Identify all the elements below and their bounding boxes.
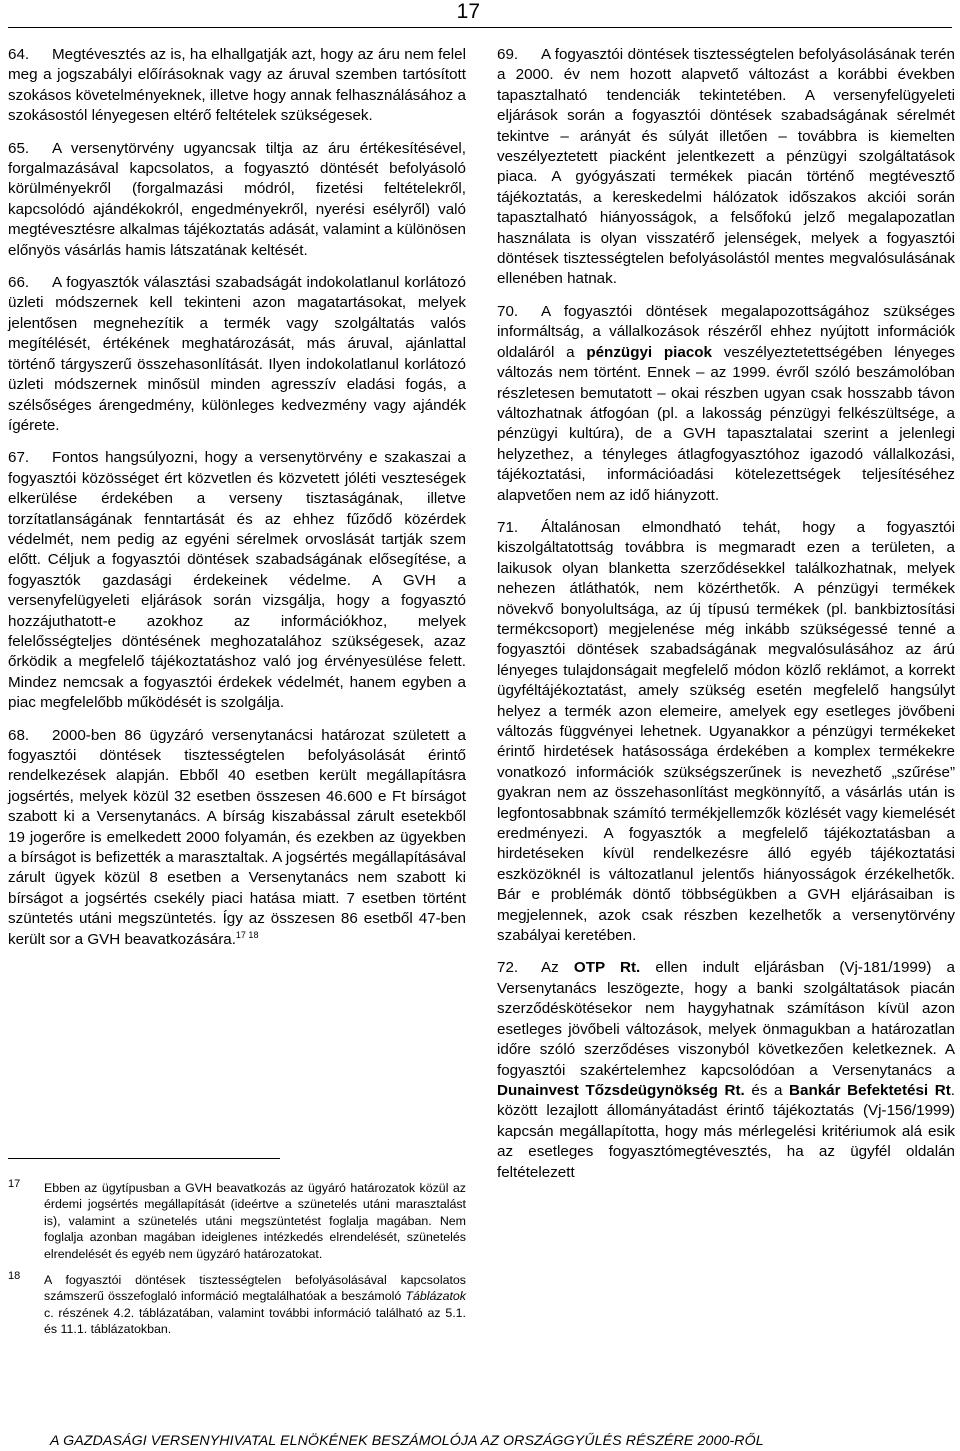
- footnote-separator: [8, 1158, 280, 1159]
- footnote-text-b: c. részének 4.2. táblázatában, valamint további információ található az 5.1. és 11.1. táblázatokban.: [44, 1305, 466, 1337]
- header-rule: [8, 27, 952, 28]
- paragraph-number: 69.: [497, 46, 519, 63]
- paragraph-66: [8, 273, 466, 436]
- paragraph-text: Fontos hangsúlyozni, hogy a versenytörvény e szakaszai a fogyasztói közösséget ért közvetlen és közvetett jóléti veszteségek elkerülése érdekében a verseny tisztaságának, illetve torzítatlanságának fenntartását és az ehhez fűződő közérdek védelmét, nem pedig az egyéni sérelmek orvoslását tartják szem előtt. Céljuk a fogyasztói döntések szabadságának elősegítése, a fogyasztók gazdasági érdekeinek védelme. A GVH a versenyfelügyeleti eljárások során vizsgálja, hogy a fogyasztó hozzájuthatott-e azokhoz az információkhoz, melyek felelősségteljes döntésének meghozatalához szükségesek, azaz őrködik a megfelelő tájékoztatáshoz való jog érvényesülése felett. Mindez nemcsak a fogyasztói érdekek védelmét, hanem egyben a piac megfelelőbb működését is szolgálja.: [8, 449, 466, 712]
- paragraph-71: [497, 518, 955, 947]
- paragraph-text: . között lezajlott állományátadást érintő tájékoztatás (Vj-156/1999) kapcsán megállapította, hogy más mérlegelési kritériumok alá esik az esetleges fogyasztómegtévesztés, ha az ügyfél oldalán feltételezett: [497, 1081, 955, 1181]
- bold-term: pénzügyi piacok: [586, 343, 712, 361]
- paragraph-64: [8, 45, 466, 127]
- page-footer: A GAZDASÁGI VERSENYHIVATAL ELNÖKÉNEK BESZÁMOLÓJA AZ ORSZÁGGYŰLÉS RÉSZÉRE 2000-RŐL: [50, 1433, 764, 1449]
- paragraph-number: 70.: [497, 302, 519, 320]
- paragraph-number: 71.: [497, 518, 519, 536]
- company-otp: OTP Rt.: [573, 959, 641, 977]
- paragraph-text: ellen indult eljárásban (Vj-181/1999) a Versenytanács leszögezte, hogy a banki szolgáltatások piacán szerződéskötésekor nem haygyhatnak számításon kívül azon esetleges jövőbeli változások, melyek önmagukban a határozatlan időre szóló szerződéses viszonyból következően keletkeznek. A fogyasztói szakértelemhez kapcsolódóan a Versenytanács a: [497, 959, 955, 1079]
- paragraph-68: [8, 726, 466, 950]
- paragraph-number: 72.: [497, 959, 519, 977]
- footnotes: [8, 1180, 466, 1348]
- paragraph-text: Megtévesztés az is, ha elhallgatják azt, hogy az áru nem felel meg a jogszabályi előírásoknak vagy az áruval szemben tartósított szokásos követelményeknek, illetve hogy annak felhasználásához a szokásostól lényegesen eltérő feltételek szükségesek.: [8, 46, 466, 125]
- left-column: [8, 45, 466, 962]
- paragraph-number: 68.: [8, 726, 30, 744]
- right-column: [497, 45, 955, 1195]
- footnote-italic: Táblázatok: [405, 1289, 466, 1304]
- footnote-text: Ebben az ügytípusban a GVH beavatkozás az ügyáró határozatok közül az érdemi jogsértés megállapítását (ideértve a szünetelés utáni marasztalást is), valamint a szünetelés utáni megszüntetést foglalja magában. Nem foglalja azonban magában ideiglenes intézkedés elrendelését, szünetelés elrendelését és egyéb nem ügyzáró határozatokat.: [44, 1181, 466, 1261]
- footnote-reference[interactable]: 17 18: [235, 929, 259, 940]
- paragraph-65: [8, 139, 466, 261]
- paragraph-72: [497, 958, 955, 1182]
- paragraph-number: 66.: [8, 274, 30, 292]
- paragraph-number: 64.: [8, 46, 30, 63]
- paragraph-text: Általánosan elmondható tehát, hogy a fogyasztói kiszolgáltatottság továbbra is megmaradt ezen a területen, a laikusok olyan blanketta szerződésekkel találkozhatnak, melyek nehezen átláthatók, nem közérthetők. A pénzügyi termékek növekvő bonyolultsága, az új típusú termékek (pl. bankbiztosítási termékcsoport) megjelenése még inkább szükségessé tenné a fogyasztói döntések szabadságának megvalósulásához az árú lényeges tulajdonságait megfelelő módon közlő reklámot, a korrekt ügyféltájékoztatást, amely szükség esetén megfelelő hangsúlyt helyez a termék azon elemeire, amelyek egy esetleges jövőbeni változás függvényei lehetnek. Ugyanakkor a pénzügyi termékeket érintő hirdetések hatásossága érdekében a komplex termékekre vonatkozó információk szükségszerűnek is nevezhető „szűrése” gyakran nem az összehasonlítást megkönnyítő, a vásárlás után is legfontosabbnak számító termékjellemzők közlését vagy kiemelését eredményezi. A fogyasztók a megfelelő tájékoztatásban a hirdetéseken kívül rendelkezésre álló egyéb tájékoztatási eszközöknél is változatlanul jelentős hiányosságok érzékelhetők. Bár e problémák döntő többségükben a GVH eljárásaiban is megjelennek, azok csak részben kezelhetők a versenytörvény szabályai keretében.: [497, 518, 955, 945]
- paragraph-number: 67.: [8, 449, 30, 467]
- paragraph-number: 65.: [8, 139, 30, 157]
- paragraph-69: [497, 45, 955, 290]
- company-dunainvest: Dunainvest Tőzsdeügynökség Rt.: [497, 1081, 745, 1099]
- footnote-mark: 17: [8, 1178, 21, 1190]
- footnote-text-a: A fogyasztói döntések tisztességtelen befolyásolásával kapcsolatos számszerű összefoglaló információ megtalálhatóak a beszámoló: [44, 1273, 466, 1304]
- paragraph-text: és a: [744, 1081, 790, 1099]
- paragraph-text-b: veszélyeztetettségében lényeges változás nem történt. Ennek – az 1999. évről szóló beszámolóban részletesen bemutatott – okai részben ugyan csak hosszabb távon változhatnak átfogóan (pl. a lakosság pénzügyi felkészültsége, a pénzügyi kultúra), de a GVH tapasztalatai szerint a jelenlegi helyzethez, a tényleges átlagfogyasztóhoz igazodó vállalkozási, tájékoztatási, információadási kötelezettségek teljesítéséhez alapvetően nem az idő hiányzott.: [497, 343, 955, 504]
- paragraph-text: A fogyasztók választási szabadságát indokolatlanul korlátozó üzleti módszernek kell tekinteni azon magatartásokat, melyek jelentősen megnehezítik a termék vagy szolgáltatás valós megítélését, értékének meghatározását, más áruval, ajánlattal történő tárgyszerű összehasonlítását. Ilyen indokolatlanul korlátozó üzleti módszernek minősül minden agresszív eladási fogás, a szélsőséges árengedmény, különleges kedvezmény vagy ajándék ígérete.: [8, 274, 466, 434]
- paragraph-text: A versenytörvény ugyancsak tiltja az áru értékesítésével, forgalmazásával kapcsolatos, a fogyasztó döntését befolyásoló körülményekről (forgalmazási módról, fizetési feltételekről, kapcsolódó ajándékokról, engedményekről, nyerési esélyről) való megtévesztésre alkalmas tájékoztatás adását, valamint a különösen előnyös vásárlás hamis látszatának keltését.: [8, 139, 466, 259]
- company-bankar: Bankár Befektetési Rt: [789, 1081, 951, 1099]
- page-number: 17: [456, 0, 480, 23]
- paragraph-text: Az: [541, 959, 574, 977]
- paragraph-text: 2000-ben 86 ügyzáró versenytanácsi határozat született a fogyasztói döntések tisztességtelen befolyásolását érintő rendelkezések alapján. Ebből 40 esetben került megállapításra jogsértés, melyek közül 32 esetben összesen 46.600 e Ft bírságot szabott ki a Versenytanács. A bírság kiszabással zárult esetekből 19 jogerőre is emelkedett 2000 folyamán, és ezekben az ügyekben a bírságot is befizették a marasztaltak. A jogsértés megállapításával zárult ügyek közül 8 esetben a Versenytanács nem szabott ki bírságot a jogsértés csekély piaci hatása miatt. 7 esetben történt szüntetés utáni megszüntetés. Így az összesen 86 esetből 47-ben került sor a GVH beavatkozására.: [8, 726, 466, 948]
- footnote-17: [8, 1180, 466, 1262]
- paragraph-text: A fogyasztói döntések tisztességtelen befolyásolásának terén a 2000. év nem hozott alapvető változást a korábbi években tapasztalható tendenciák tekintetében. A versenyfelügyeleti eljárások során a fogyasztói döntések szabadságának sérelmét tekintve – arányát és súlyát illetően – továbbra is kiemelten veszélyeztetett piacként jelentkezett a pénzügyi szolgáltatások piaca. A gyógyászati termékek piacán történő megtévesztő tájékoztatás, a kereskedelmi hálózatok időszakos akciói során tapasztalható hiányosságok, a felsőfokú jelző megalapozatlan használata is olyan visszatérő jelenségek, melyek a fogyasztói döntések tisztességtelen befolyásolástól mentes megvalósulásának ellenében hatnak.: [497, 46, 955, 288]
- paragraph-70: [497, 302, 955, 506]
- paragraph-text-a: A fogyasztói döntések megalapozottságához szükséges informáltság, a vállalkozások részéről ehhez nyújtott információk oldaláról a: [497, 302, 955, 361]
- paragraph-67: [8, 448, 466, 713]
- footnote-mark: 18: [8, 1270, 21, 1283]
- footnote-18: [8, 1272, 466, 1338]
